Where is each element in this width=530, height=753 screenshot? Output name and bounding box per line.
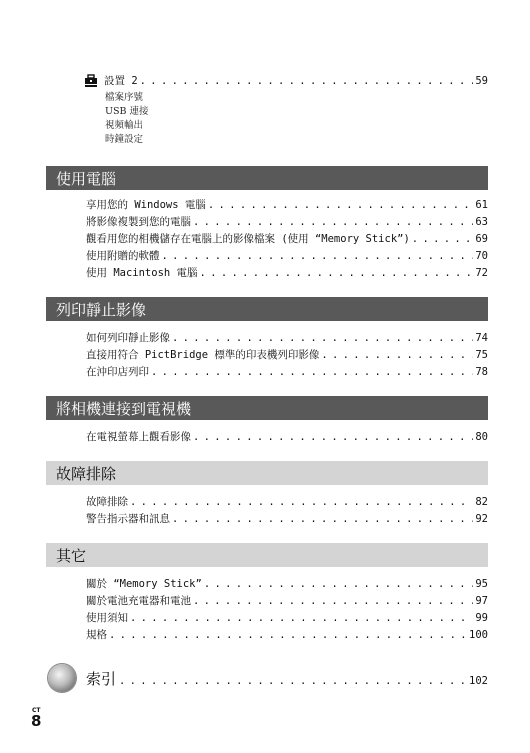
dot-leader	[172, 330, 473, 346]
dot-leader	[130, 494, 473, 510]
dot-leader	[321, 347, 473, 363]
toc-entry-label: 使用 Macintosh 電腦	[86, 267, 198, 279]
dot-leader	[130, 610, 473, 626]
magnifier-index-icon	[48, 664, 76, 692]
toc-entry-label: 觀看用您的相機儲存在電腦上的影像檔案 (使用 “Memory Stick”)	[86, 233, 410, 245]
dot-leader	[193, 593, 473, 609]
toc-entry-label: 將影像複製到您的電腦	[86, 216, 191, 228]
toc-page-number: 78	[475, 366, 488, 378]
toc-page-number: 102	[469, 675, 488, 687]
toc-entry[interactable]	[86, 248, 488, 264]
section-heading: 將相機連接到電視機	[46, 396, 488, 420]
toc-entry-label: 直接用符合 PictBridge 標準的印表機列印影像	[86, 349, 320, 361]
toc-entry-label: 關於電池充電器和電池	[86, 595, 191, 607]
toc-page-number: 82	[475, 496, 488, 508]
toc-entry-label: 在電視螢幕上觀看影像	[86, 431, 191, 443]
toc-entry-setup[interactable]	[104, 73, 488, 89]
dot-leader	[151, 364, 473, 380]
toc-entry[interactable]	[86, 429, 488, 445]
toc-entry[interactable]	[86, 330, 488, 346]
toc-entry-label: 享用您的 Windows 電腦	[86, 199, 206, 211]
toc-entry[interactable]	[86, 265, 488, 281]
toc-entry-label: 關於 “Memory Stick”	[86, 578, 202, 590]
toc-entry[interactable]	[86, 347, 488, 363]
toc-entry-index[interactable]	[86, 668, 488, 688]
dot-leader	[140, 73, 474, 89]
toc-entry[interactable]	[86, 231, 488, 247]
toc-entry-label: 設置 2	[104, 75, 138, 87]
toc-page-number: 99	[475, 612, 488, 624]
page-number: 8	[31, 712, 42, 730]
dot-leader	[162, 248, 474, 264]
toc-page-number: 72	[475, 267, 488, 279]
toc-page-number: 63	[475, 216, 488, 228]
toc-page-number: 100	[469, 629, 488, 641]
toc-page-number: 97	[475, 595, 488, 607]
dot-leader	[193, 429, 473, 445]
setup-subitem: 視頻輸出	[105, 120, 144, 131]
section-heading: 使用電腦	[46, 166, 488, 190]
toc-entry-label: 規格	[86, 629, 107, 641]
section-heading: 列印靜止影像	[46, 297, 488, 321]
setup-subitem: 時鐘設定	[105, 134, 144, 145]
toc-page-number: 70	[475, 250, 488, 262]
language-code: CT	[32, 707, 41, 714]
toc-entry-label: 使用須知	[86, 612, 128, 624]
dot-leader	[119, 675, 466, 687]
section-heading: 其它	[46, 543, 488, 567]
toc-page-number: 92	[475, 513, 488, 525]
dot-leader	[204, 576, 474, 592]
dot-leader	[412, 231, 474, 247]
section-heading: 故障排除	[46, 461, 488, 485]
toc-entry[interactable]	[86, 511, 488, 527]
toc-entry[interactable]	[86, 197, 488, 213]
toc-entry-label: 在沖印店列印	[86, 366, 149, 378]
dot-leader	[208, 197, 473, 213]
dot-leader	[193, 214, 473, 230]
toc-entry-label: 索引	[86, 670, 117, 688]
toc-entry[interactable]	[86, 364, 488, 380]
toc-page-number: 59	[475, 75, 488, 87]
toc-page-number: 74	[475, 332, 488, 344]
toc-entry-label: 警告指示器和訊息	[86, 513, 170, 525]
dot-leader	[200, 265, 474, 281]
toc-entry-label: 使用附贈的軟體	[86, 250, 160, 262]
dot-leader	[109, 627, 467, 643]
toc-page-number: 75	[475, 349, 488, 361]
toc-entry[interactable]	[86, 627, 488, 643]
toolbox-icon	[84, 74, 98, 88]
toc-page-number: 80	[475, 431, 488, 443]
toc-page-number: 61	[475, 199, 488, 211]
toc-entry[interactable]	[86, 576, 488, 592]
toc-entry-label: 如何列印靜止影像	[86, 332, 170, 344]
toc-entry[interactable]	[86, 494, 488, 510]
setup-subitem: 檔案序號	[105, 92, 144, 103]
toc-entry[interactable]	[86, 593, 488, 609]
toc-page-number: 95	[475, 578, 488, 590]
toc-entry[interactable]	[86, 214, 488, 230]
setup-subitem: USB 連接	[105, 106, 149, 117]
dot-leader	[172, 511, 473, 527]
toc-entry-label: 故障排除	[86, 496, 128, 508]
toc-page-number: 69	[475, 233, 488, 245]
toc-entry[interactable]	[86, 610, 488, 626]
